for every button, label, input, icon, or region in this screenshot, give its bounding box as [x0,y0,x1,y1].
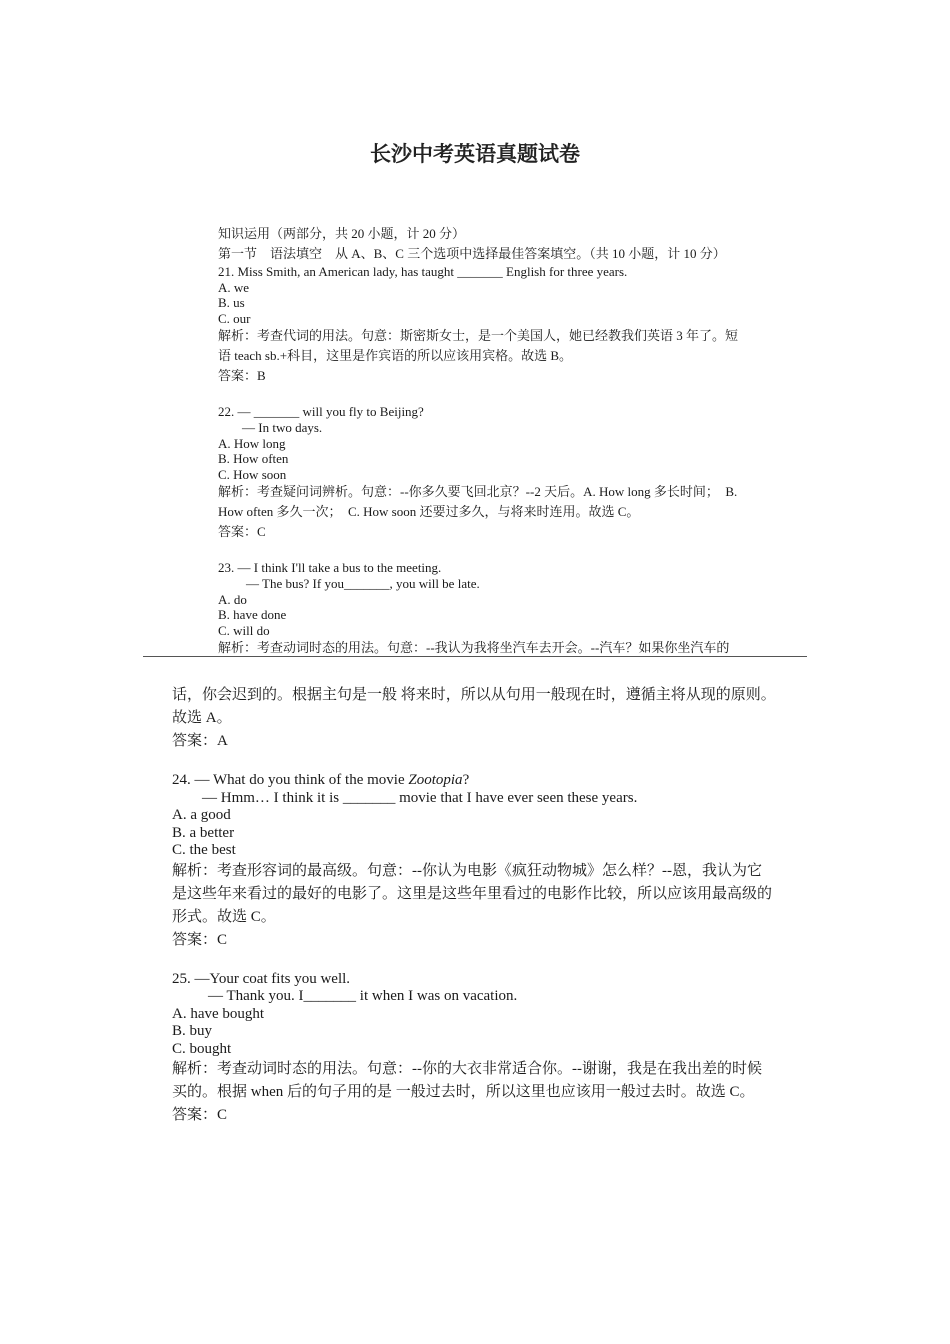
q21-answer: 答案：B [218,368,266,384]
q24-option-a: A. a good [172,807,231,823]
q24-option-c: C. the best [172,842,236,858]
q21-option-c: C. our [218,310,251,326]
q25-reply: — Thank you. I_______ it when I was on vacation. [208,988,518,1004]
q25-analysis: 解析：考查动词时态的用法。句意：--你的大衣非常适合你。--谢谢，我是在我出差的时候 [172,1061,762,1077]
q22-option-c: C. How soon [218,466,287,482]
q23-option-c: C. will do [218,622,270,638]
q25-answer: 答案：C [172,1107,228,1123]
q22-answer: 答案：C [218,524,266,540]
q23-option-b: B. have done [218,607,287,623]
q22-option-a: A. How long [218,435,286,451]
q21-option-b: B. us [218,295,245,311]
q24-analysis-cont: 是这些年来看过的最好的电影了。这里是这些年里看过的电影作比较，所以应该用最高级的 [172,885,773,902]
q24-analysis: 解析：考查形容词的最高级。句意：--你认为电影《疯狂动物城》怎么样？--恩，我认为它 [172,862,762,879]
q21-stem: 21. Miss Smith, an American lady, has taught _______ English for three years. [218,264,628,279]
intro-line: 知识运用（两部分，共 20 小题，计 20 分） [218,226,466,241]
q24-answer: 答案：C [172,931,228,948]
q25-analysis-cont: 买的。根据 when 后的句子用的是 一般过去时，所以这里也应该用一般过去时。故选 C。 [172,1084,755,1100]
movie-title: Zootopia [408,772,463,788]
q23-analysis-end: 故选 A。 [172,710,232,726]
q24-analysis-end: 形式。故选 C。 [172,908,276,925]
q24-reply: — Hmm… I think it is _______ movie that I have ever seen these years. [202,789,638,806]
q21-option-a: A. we [218,279,250,295]
section-instruction: 第一节 语法填空 从 A、B、C 三个选项中选择最佳答案填空。（共 10 小题，计 10 分） [218,246,726,261]
q23-option-a: A. do [218,591,247,607]
q22-analysis-cont: How often 多久一次； C. How soon 还要过多久，与将来时连用。故选 C。 [218,504,640,520]
q24-option-b: B. a better [172,824,235,841]
q23-reply: — The bus? If you_______, you will be late. [246,575,480,591]
q25-option-c: C. bought [172,1040,232,1057]
q22-stem: 22. — _______ will you fly to Beijing? [218,404,424,420]
q23-analysis-cont: 话，你会迟到的。根据主句是一般 将来时，所以从句用一般现在时，遵循主将从现的原则。 [172,687,776,703]
q21-analysis: 解析：考查代词的用法。句意：斯密斯女士，是一个美国人，她已经教我们英语 3 年了。短 [218,328,739,344]
q25-option-a: A. have bought [172,1005,265,1022]
q23-answer: 答案：A [172,733,228,749]
q22-option-b: B. How often [218,451,289,467]
q22-reply: — In two days. [242,419,323,435]
page-title: 长沙中考英语真题试卷 [370,142,580,166]
q25-option-b: B. buy [172,1023,213,1039]
lower-page-section [172,684,782,1127]
page-divider [143,656,807,657]
q23-stem: 23. — I think I'll take a bus to the meeting. [218,560,442,576]
q22-analysis: 解析：考查疑问词辨析。句意：--你多久要飞回北京？--2 天后。A. How long 多长时间； B. [218,484,738,500]
q25-stem: 25. —Your coat fits you well. [172,970,351,987]
upper-page-section [218,224,778,658]
q21-analysis-cont: 语 teach sb.+科目，这里是作宾语的所以应该用宾格。故选 B。 [218,348,572,364]
q23-analysis: 解析：考查动词时态的用法。句意：--我认为我将坐汽车去开会。--汽车？如果你坐汽车的 [218,640,730,656]
q24-stem: 24. — What do you think of the movie Zootopia? [172,772,470,788]
